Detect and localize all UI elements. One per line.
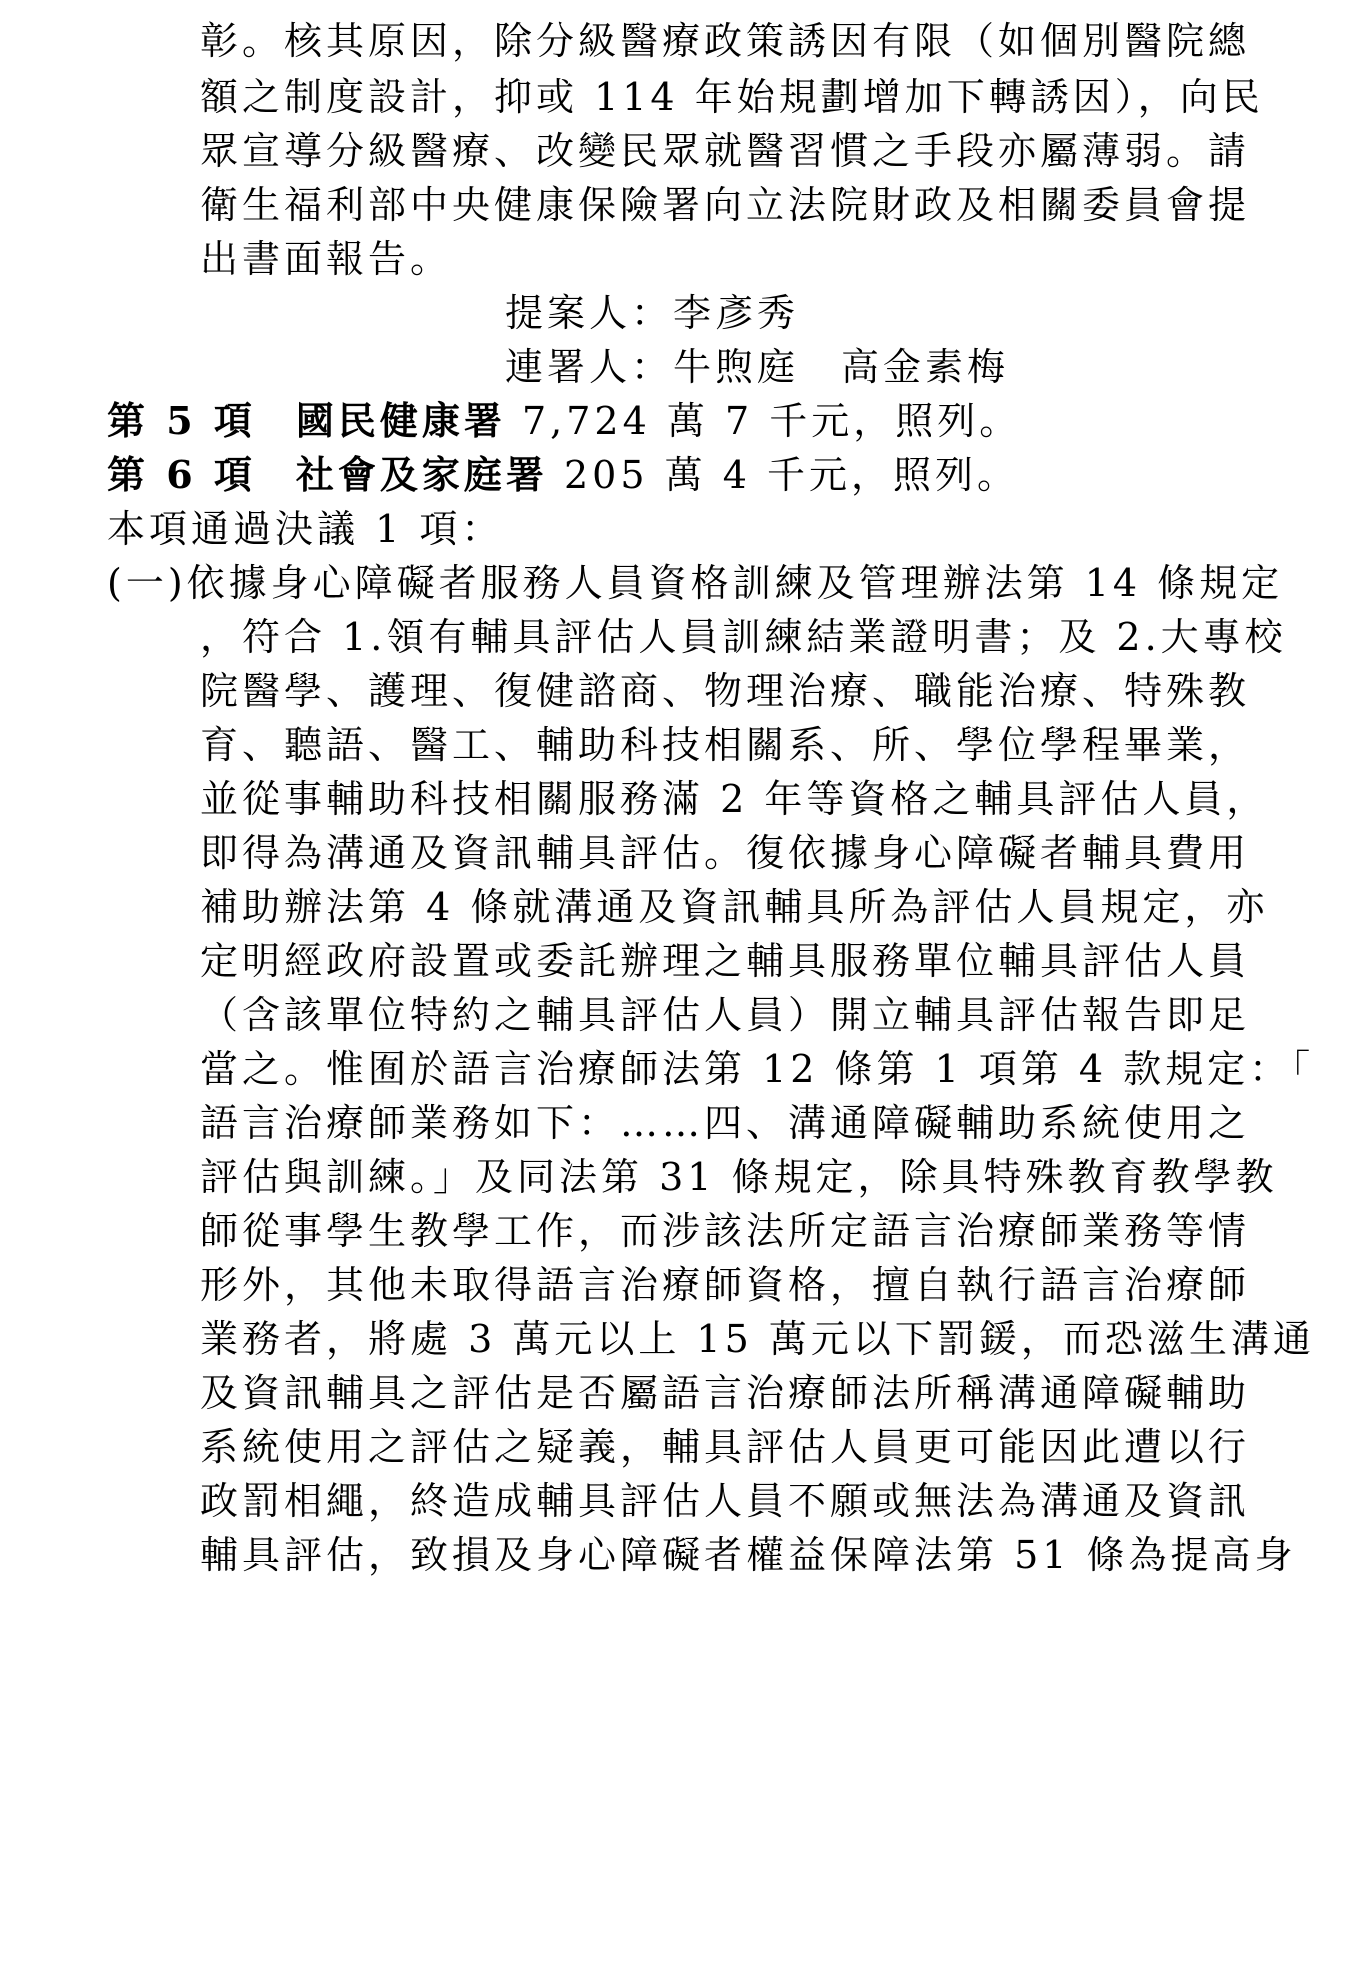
resolution-line: 並從事輔助科技相關服務滿 2 年等資格之輔具評估人員， bbox=[200, 777, 1269, 821]
resolution-line: 業務者，將處 3 萬元以上 15 萬元以下罰鍰，而恐滋生溝通 bbox=[200, 1317, 1315, 1361]
cosigners-line: 連署人：牛煦庭 高金素梅 bbox=[505, 345, 1010, 389]
resolution-line: 當之。惟囿於語言治療師法第 12 條第 1 項第 4 款規定：「 bbox=[200, 1047, 1315, 1091]
resolution-first-line bbox=[107, 560, 1283, 606]
resolution-line: 師從事學生教學工作，而涉該法所定語言治療師業務等情 bbox=[200, 1209, 1251, 1253]
resolution-line: 系統使用之評估之疑義，輔具評估人員更可能因此遭以行 bbox=[200, 1425, 1251, 1469]
item-agency: 社會及家庭署 bbox=[295, 452, 548, 497]
item-amount: 7,724 萬 7 千元，照列。 bbox=[505, 399, 1022, 443]
resolution-intro: 本項通過決議 1 項： bbox=[107, 507, 504, 551]
resolution-line: 定明經政府設置或委託辦理之輔具服務單位輔具評估人員 bbox=[200, 939, 1251, 983]
resolution-line: 政罰相繩，終造成輔具評估人員不願或無法為溝通及資訊 bbox=[200, 1479, 1251, 1523]
resolution-line: 院醫學、護理、復健諮商、物理治療、職能治療、特殊教 bbox=[200, 669, 1251, 713]
paragraph-line: 衛生福利部中央健康保險署向立法院財政及相關委員會提 bbox=[200, 183, 1251, 227]
paragraph-line: 額之制度設計，抑或 114 年始規劃增加下轉誘因），向民 bbox=[200, 75, 1264, 119]
paragraph-line: 眾宣導分級醫療、改變民眾就醫習慣之手段亦屬薄弱。請 bbox=[200, 129, 1251, 173]
budget-item bbox=[107, 452, 1019, 498]
resolution-line: 育、聽語、醫工、輔助科技相關系、所、學位學程畢業， bbox=[200, 723, 1251, 767]
budget-item bbox=[107, 398, 1021, 444]
resolution-line: 及資訊輔具之評估是否屬語言治療師法所稱溝通障礙輔助 bbox=[200, 1371, 1251, 1415]
resolution-line: ，符合 1.領有輔具評估人員訓練結業證明書；及 2.大專校 bbox=[200, 615, 1287, 659]
resolution-line: 輔具評估，致損及身心障礙者權益保障法第 51 條為提高身 bbox=[200, 1533, 1297, 1577]
resolution-line: 即得為溝通及資訊輔具評估。復依據身心障礙者輔具費用 bbox=[200, 831, 1251, 875]
resolution-line: 補助辦法第 4 條就溝通及資訊輔具所為評估人員規定，亦 bbox=[200, 885, 1269, 929]
resolution-line: 評估與訓練。」及同法第 31 條規定，除具特殊教育教學教 bbox=[200, 1155, 1278, 1199]
resolution-label: (一) bbox=[107, 561, 187, 605]
paragraph-line: 彰。核其原因，除分級醫療政策誘因有限（如個別醫院總 bbox=[200, 19, 1251, 63]
resolution-line: （含該單位特約之輔具評估人員）開立輔具評估報告即足 bbox=[200, 993, 1251, 1037]
item-agency: 國民健康署 bbox=[295, 398, 506, 443]
item-number: 第 5 項 bbox=[107, 398, 256, 443]
paragraph-line: 出書面報告。 bbox=[200, 237, 453, 281]
resolution-text: 依據身心障礙者服務人員資格訓練及管理辦法第 14 條規定 bbox=[186, 561, 1284, 605]
item-number: 第 6 項 bbox=[107, 452, 256, 497]
item-amount: 205 萬 4 千元，照列。 bbox=[547, 453, 1019, 497]
resolution-line: 語言治療師業務如下：……四、溝通障礙輔助系統使用之 bbox=[200, 1101, 1251, 1145]
proposer-line: 提案人：李彥秀 bbox=[505, 291, 800, 335]
resolution-line: 形外，其他未取得語言治療師資格，擅自執行語言治療師 bbox=[200, 1263, 1251, 1307]
